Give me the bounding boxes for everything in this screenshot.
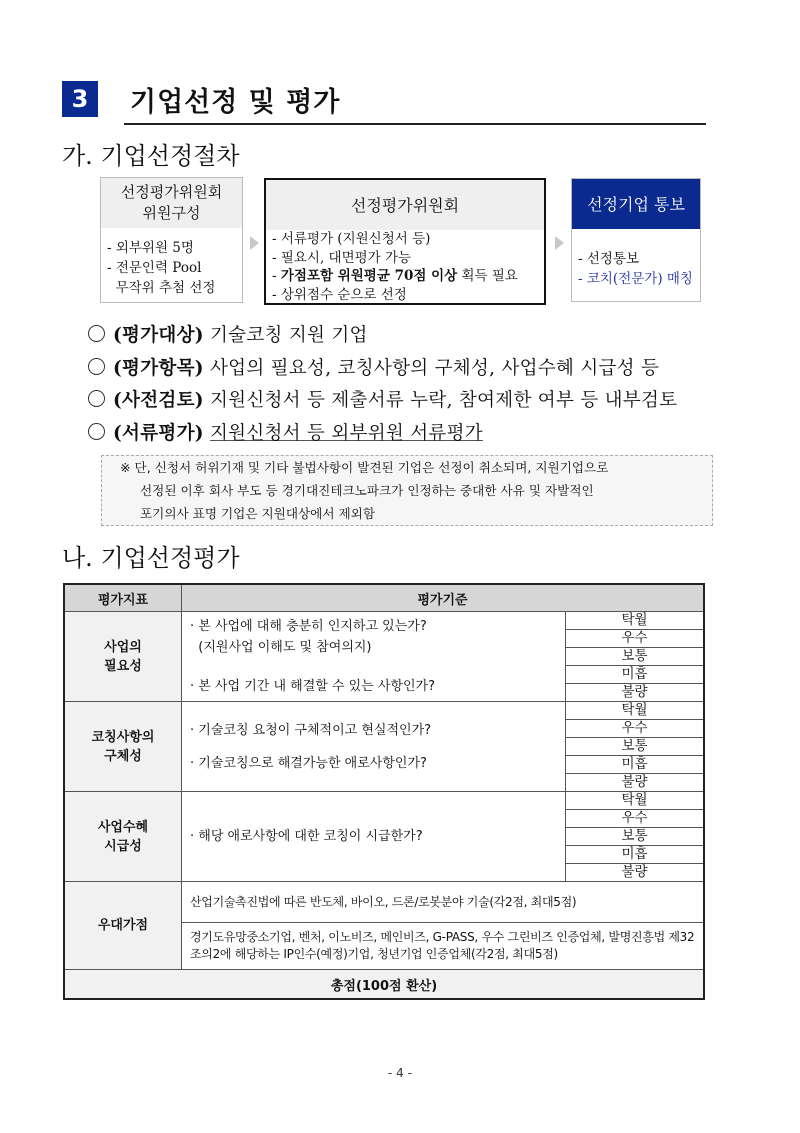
indicator-line: 구체성 <box>104 748 142 764</box>
indicator-line: 사업수혜 <box>97 819 149 835</box>
total-row <box>64 970 704 1000</box>
total-cell: 총점(100점 환산) <box>64 970 704 1000</box>
section-number-badge: 3 <box>62 81 98 117</box>
grade-cell: 불량 <box>566 864 705 882</box>
flow-step-body <box>101 228 242 298</box>
bullet-key: (사전검토) <box>113 390 204 411</box>
criteria-line: · 본 사업에 대해 충분히 인지하고 있는가? <box>190 619 427 634</box>
criteria-line: · 기술코칭으로 해결가능한 애로사항인가? <box>190 755 427 771</box>
grade-cell: 불량 <box>566 774 705 792</box>
flow-item: - 서류평가 (지원신청서 등) <box>272 231 431 247</box>
criteria-line: · 본 사업 기간 내 해결할 수 있는 사항인가? <box>190 679 436 694</box>
grade-cell: 미흡 <box>566 666 705 684</box>
grade-cell: 탁월 <box>566 792 705 810</box>
bullet-key: (평가대상) <box>113 325 204 346</box>
criteria-cell <box>182 792 566 882</box>
grade-cell: 우수 <box>566 630 705 648</box>
criteria-line: (지원사업 이해도 및 참여의지) <box>190 640 372 655</box>
bullet-eval-items <box>88 354 659 380</box>
flow-item <box>272 267 544 286</box>
flow-item: - 외부위원 5명 <box>107 240 194 256</box>
table-header-row <box>64 584 704 612</box>
flow-step-notification <box>571 178 701 302</box>
bullet-document-review <box>88 419 483 445</box>
section-divider <box>124 123 706 125</box>
table-row <box>64 702 704 720</box>
indicator-line: 시급성 <box>104 838 142 854</box>
criteria-cell <box>182 612 566 702</box>
flow-step-header <box>266 180 544 230</box>
flow-item: - 상위점수 순으로 선정 <box>272 286 407 303</box>
grade-cell: 불량 <box>566 684 705 702</box>
circle-bullet-icon <box>88 325 105 342</box>
header-criteria: 평가기준 <box>182 584 705 612</box>
subsection-title-evaluation: 나. 기업선정평가 <box>62 544 240 572</box>
grade-cell: 탁월 <box>566 612 705 630</box>
criteria-line: · 기술코칭 요청이 구체적이고 현실적인가? <box>190 722 432 738</box>
indicator-cell <box>64 612 182 702</box>
table-row <box>64 612 704 630</box>
bullet-eval-target <box>88 321 368 347</box>
grade-cell: 미흡 <box>566 846 705 864</box>
header-line: 선정평가위원회 <box>350 195 460 215</box>
arrow-right-icon <box>250 236 259 250</box>
flow-item-emphasis: 가점포함 위원평균 70점 이상 <box>280 268 458 284</box>
criteria-line: · 해당 애로사항에 대한 코칭이 시급한가? <box>190 829 423 844</box>
indicator-cell <box>64 792 182 882</box>
flow-step-committee-composition <box>100 177 243 303</box>
note-box <box>101 455 713 526</box>
bullet-key: (평가항목) <box>113 358 204 379</box>
flow-item: - 선정통보 <box>578 251 640 267</box>
subsection-title-procedure: 가. 기업선정절차 <box>62 142 240 170</box>
indicator-line: 사업의 <box>104 639 142 655</box>
header-line: 선정기업 통보 <box>587 194 685 214</box>
grade-cell: 보통 <box>566 828 705 846</box>
flow-item-coach-matching: - 코치(전문가) 매칭 <box>578 271 693 287</box>
indicator-line: 필요성 <box>104 658 142 674</box>
flow-step-body <box>266 230 544 304</box>
table-row <box>64 792 704 810</box>
bullet-text: 지원신청서 등 외부위원 서류평가 <box>209 423 483 444</box>
flow-step-evaluation-committee <box>264 178 546 305</box>
bonus-indicator-cell: 우대가점 <box>64 882 182 970</box>
indicator-cell <box>64 702 182 792</box>
bullet-pre-review <box>88 386 677 412</box>
criteria-cell <box>182 702 566 792</box>
grade-cell: 미흡 <box>566 756 705 774</box>
evaluation-table <box>63 583 705 1000</box>
circle-bullet-icon <box>88 390 105 407</box>
bonus-item: 산업기술촉진법에 따른 반도체, 바이오, 드론/로봇분야 기술(각2점, 최대5점) <box>182 882 705 923</box>
bullet-key: (서류평가) <box>113 423 204 444</box>
bullet-text: 사업의 필요성, 코칭사항의 구체성, 사업수혜 시급성 등 <box>209 358 660 379</box>
indicator-line: 코칭사항의 <box>91 729 155 745</box>
bullet-text: 지원신청서 등 제출서류 누락, 참여제한 여부 등 내부검토 <box>209 390 678 411</box>
grade-cell: 보통 <box>566 738 705 756</box>
dash: - <box>272 268 281 284</box>
arrow-right-icon <box>555 236 564 250</box>
note-line: 포기의사 표명 기업은 지원대상에서 제외함 <box>140 506 375 521</box>
grade-cell: 우수 <box>566 720 705 738</box>
flow-item: - 필요시, 대면평가 가능 <box>272 249 412 266</box>
flow-item: - 전문인력 Pool <box>107 260 202 276</box>
bullet-text: 기술코칭 지원 기업 <box>209 325 368 346</box>
flow-item: 무작위 추첨 선정 <box>107 280 216 296</box>
grade-cell: 우수 <box>566 810 705 828</box>
bonus-row <box>64 882 704 923</box>
circle-bullet-icon <box>88 423 105 440</box>
header-line: 선정평가위원회 <box>120 183 223 201</box>
page-number: - 4 - <box>388 1066 412 1080</box>
note-line: ※ 단, 신청서 허위기재 및 기타 불법사항이 발견된 기업은 선정이 취소되며, 지원기업으로 <box>120 460 609 475</box>
header-line: 위원구성 <box>142 204 201 222</box>
grade-cell: 보통 <box>566 648 705 666</box>
circle-bullet-icon <box>88 358 105 375</box>
flow-step-body <box>572 229 700 289</box>
section-title: 기업선정 및 평가 <box>130 87 341 118</box>
bonus-item: 경기도유망중소기업, 벤처, 이노비즈, 메인비즈, G-PASS, 우수 그린비즈 인증업체, 발명진흥법 제32조의2에 해당하는 IP인수(예정)기업, 청년기업 인증업체(각2점, 최대5점) <box>182 923 705 970</box>
flow-item-rest: 획득 필요 <box>457 268 518 284</box>
header-indicator: 평가지표 <box>64 584 182 612</box>
grade-cell: 탁월 <box>566 702 705 720</box>
flow-step-header <box>101 178 242 228</box>
flow-step-header <box>572 179 700 229</box>
note-line: 선정된 이후 회사 부도 등 경기대진테크노파크가 인정하는 중대한 사유 및 자발적인 <box>140 483 594 498</box>
